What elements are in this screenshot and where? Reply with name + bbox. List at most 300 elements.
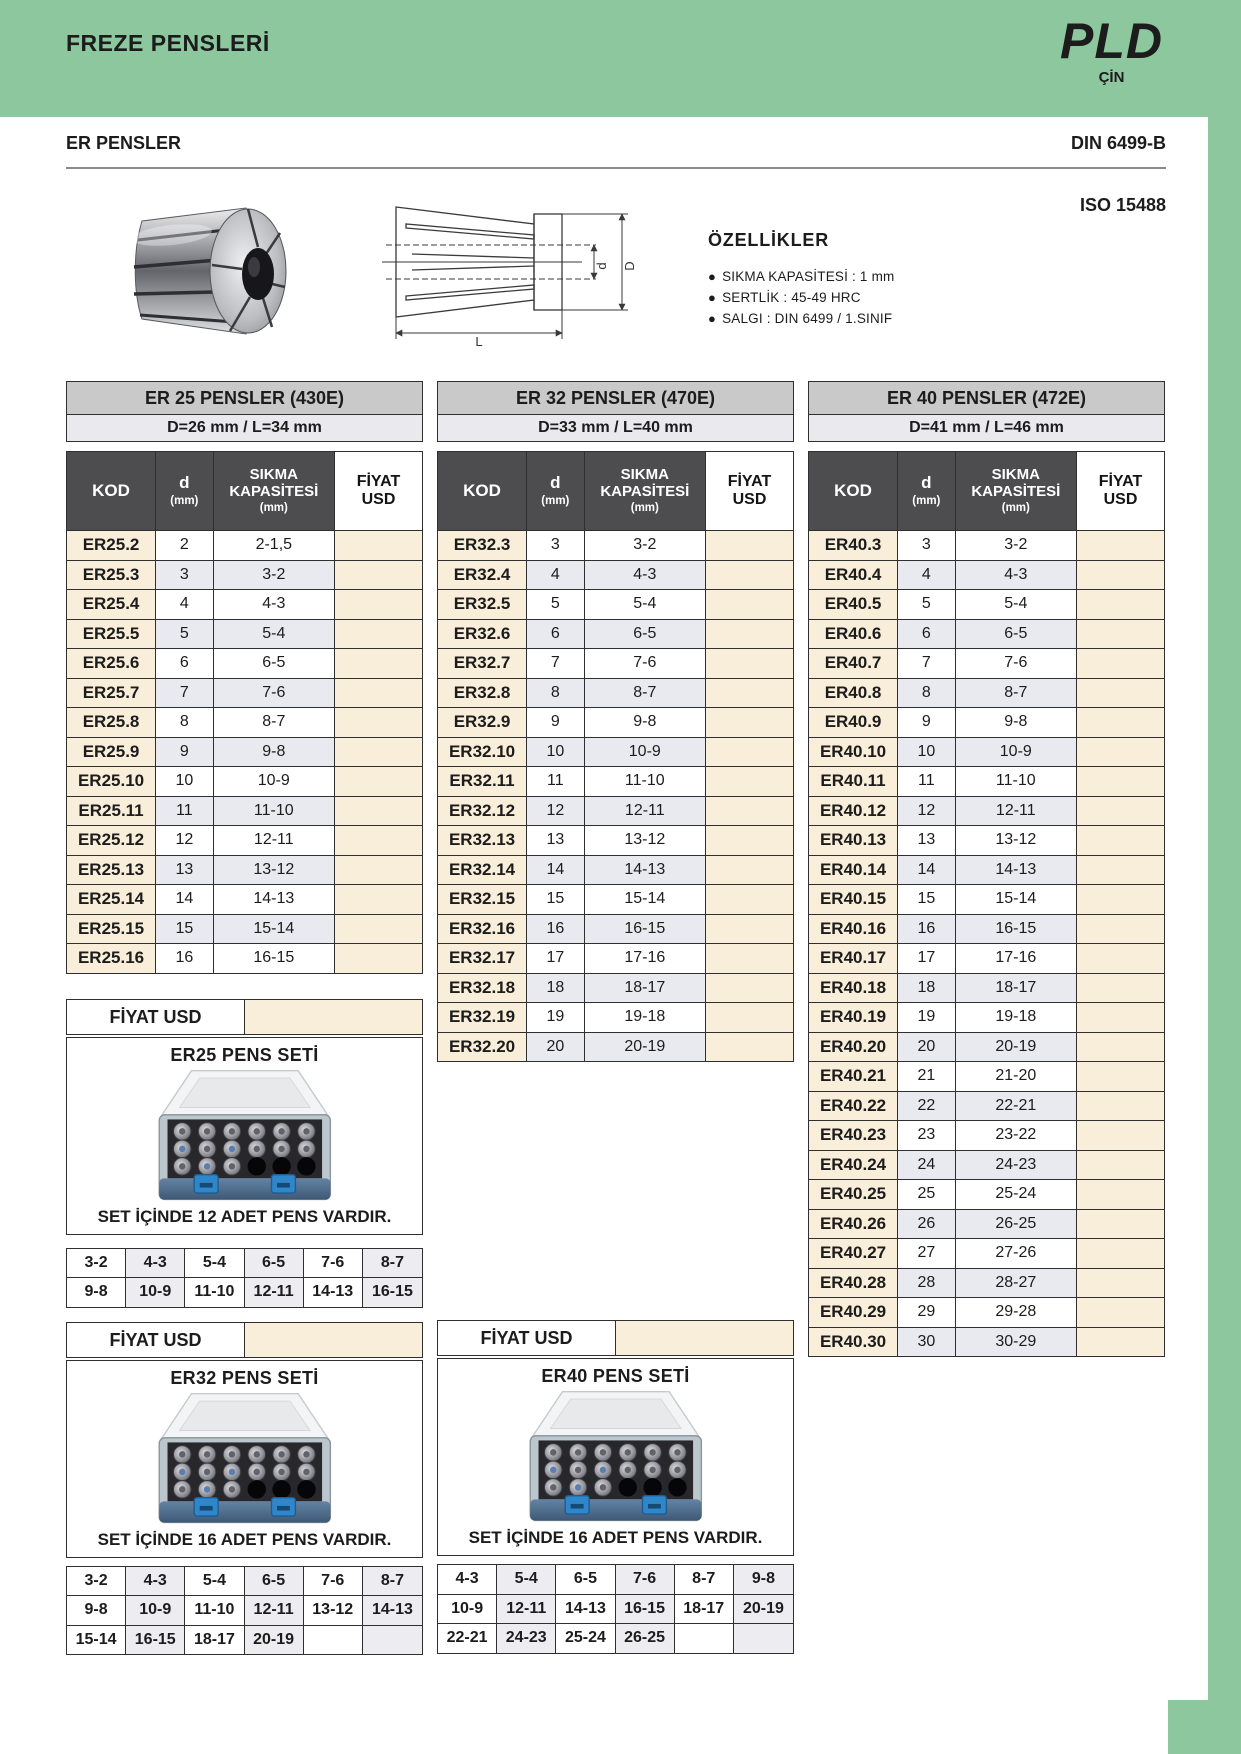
row-capacity: 13-12 <box>956 825 1077 855</box>
row-capacity: 14-13 <box>585 855 706 885</box>
row-price <box>1077 707 1164 737</box>
price-value-cell <box>245 1000 422 1034</box>
row-price <box>706 678 793 708</box>
row-price <box>1077 560 1164 590</box>
row-diameter: 20 <box>898 1032 956 1062</box>
column-header-fiyat: FİYAT USD <box>1077 452 1164 530</box>
set-size-cell <box>363 1625 422 1655</box>
row-diameter: 9 <box>156 737 214 767</box>
header-banner <box>0 0 1241 117</box>
row-diameter: 4 <box>527 560 585 590</box>
set-size-cell: 20-19 <box>734 1594 793 1624</box>
row-capacity: 3-2 <box>956 530 1077 560</box>
table-title: ER 25 PENSLER (430E) <box>66 381 423 415</box>
row-code: ER40.16 <box>809 914 898 944</box>
row-diameter: 16 <box>156 943 214 973</box>
set-size-cell: 6-5 <box>245 1567 304 1596</box>
row-diameter: 23 <box>898 1120 956 1150</box>
set-size-cell: 18-17 <box>675 1594 734 1624</box>
row-capacity: 5-4 <box>214 619 335 649</box>
row-diameter: 24 <box>898 1150 956 1180</box>
row-capacity: 5-4 <box>585 589 706 619</box>
row-price <box>1077 737 1164 767</box>
row-code: ER25.4 <box>67 589 156 619</box>
row-diameter: 15 <box>898 884 956 914</box>
row-price <box>706 1002 793 1032</box>
row-price <box>335 678 422 708</box>
row-price <box>706 707 793 737</box>
row-diameter: 25 <box>898 1179 956 1209</box>
row-price <box>1077 1327 1164 1357</box>
column-header-d: d (mm) <box>156 452 214 530</box>
row-price <box>706 737 793 767</box>
row-capacity: 2-1,5 <box>214 530 335 560</box>
row-diameter: 13 <box>898 825 956 855</box>
price-label: FİYAT USD <box>438 1321 616 1355</box>
brand-country: ÇİN <box>1098 69 1125 86</box>
set-size-cell: 16-15 <box>126 1625 185 1655</box>
standard-din: DIN 6499-B <box>1070 133 1166 153</box>
column-header-sikma: SIKMA KAPASİTESİ (mm) <box>585 452 706 530</box>
set-size-cell: 18-17 <box>185 1625 244 1655</box>
set-caption: SET İÇİNDE 12 ADET PENS VARDIR. <box>97 1206 392 1226</box>
row-capacity: 29-28 <box>956 1297 1077 1327</box>
row-diameter: 8 <box>898 678 956 708</box>
row-price <box>1077 530 1164 560</box>
set-size-cell: 16-15 <box>616 1594 675 1624</box>
column-header-fiyat: FİYAT USD <box>335 452 422 530</box>
collet-photo <box>112 195 320 345</box>
row-capacity: 13-12 <box>585 825 706 855</box>
row-diameter: 5 <box>898 589 956 619</box>
row-diameter: 10 <box>527 737 585 767</box>
table-grid <box>808 451 1165 1357</box>
row-capacity: 21-20 <box>956 1061 1077 1091</box>
row-diameter: 8 <box>527 678 585 708</box>
feature-item: ● SERTLİK : 45-49 HRC <box>708 289 861 305</box>
row-price <box>1077 1179 1164 1209</box>
row-code: ER40.4 <box>809 560 898 590</box>
row-price <box>1077 1002 1164 1032</box>
er32-set-price-box <box>66 1322 423 1358</box>
set-size-cell <box>734 1623 793 1653</box>
row-capacity: 20-19 <box>956 1032 1077 1062</box>
row-capacity: 26-25 <box>956 1209 1077 1239</box>
row-price <box>1077 589 1164 619</box>
row-diameter: 27 <box>898 1238 956 1268</box>
row-diameter: 7 <box>527 648 585 678</box>
set-size-cell: 25-24 <box>556 1623 615 1653</box>
row-diameter: 12 <box>898 796 956 826</box>
row-diameter: 5 <box>527 589 585 619</box>
row-diameter: 18 <box>898 973 956 1003</box>
row-capacity: 19-18 <box>956 1002 1077 1032</box>
row-price <box>1077 1268 1164 1298</box>
table-dimensions: D=41 mm / L=46 mm <box>808 415 1165 442</box>
dim-label-D: D <box>622 261 637 271</box>
row-diameter: 30 <box>898 1327 956 1357</box>
row-price <box>1077 648 1164 678</box>
set-size-cell: 10-9 <box>126 1595 185 1625</box>
set-size-cell: 12-11 <box>497 1594 556 1624</box>
row-diameter: 16 <box>898 914 956 944</box>
set-size-cell: 7-6 <box>616 1565 675 1594</box>
row-capacity: 30-29 <box>956 1327 1077 1357</box>
price-value-cell <box>616 1321 793 1355</box>
row-capacity: 12-11 <box>214 825 335 855</box>
er40-set-photo <box>510 1388 722 1526</box>
set-size-cell: 26-25 <box>616 1623 675 1653</box>
table-dimensions: D=33 mm / L=40 mm <box>437 415 794 442</box>
row-code: ER32.11 <box>438 766 527 796</box>
row-diameter: 6 <box>527 619 585 649</box>
set-size-cell: 4-3 <box>126 1249 185 1278</box>
bullet-icon: ● <box>708 289 717 305</box>
row-capacity: 7-6 <box>214 678 335 708</box>
row-capacity: 25-24 <box>956 1179 1077 1209</box>
price-value-cell <box>245 1323 422 1357</box>
set-size-cell: 4-3 <box>438 1565 497 1594</box>
row-price <box>335 825 422 855</box>
brand-logo <box>1060 14 1163 86</box>
row-code: ER32.10 <box>438 737 527 767</box>
row-price <box>1077 766 1164 796</box>
row-code: ER32.18 <box>438 973 527 1003</box>
row-price <box>706 560 793 590</box>
row-price <box>706 796 793 826</box>
row-price <box>1077 973 1164 1003</box>
row-code: ER40.11 <box>809 766 898 796</box>
row-code: ER40.13 <box>809 825 898 855</box>
row-diameter: 4 <box>156 589 214 619</box>
row-capacity: 12-11 <box>585 796 706 826</box>
row-code: ER25.13 <box>67 855 156 885</box>
row-price <box>335 648 422 678</box>
row-code: ER40.18 <box>809 973 898 1003</box>
row-price <box>335 914 422 944</box>
set-size-cell: 20-19 <box>245 1625 304 1655</box>
features-heading: ÖZELLİKLER <box>708 230 829 250</box>
er40-set-box <box>437 1358 794 1556</box>
page-content <box>66 117 1166 1655</box>
brand-name: PLD <box>1060 13 1163 69</box>
row-code: ER25.2 <box>67 530 156 560</box>
row-code: ER25.10 <box>67 766 156 796</box>
row-price <box>706 648 793 678</box>
row-code: ER25.11 <box>67 796 156 826</box>
set-size-cell: 14-13 <box>304 1277 363 1307</box>
row-price <box>335 707 422 737</box>
table-title: ER 40 PENSLER (472E) <box>808 381 1165 415</box>
row-capacity: 18-17 <box>956 973 1077 1003</box>
row-capacity: 19-18 <box>585 1002 706 1032</box>
row-price <box>1077 1150 1164 1180</box>
row-code: ER40.7 <box>809 648 898 678</box>
row-diameter: 28 <box>898 1268 956 1298</box>
row-code: ER25.5 <box>67 619 156 649</box>
row-code: ER40.3 <box>809 530 898 560</box>
set-size-cell: 22-21 <box>438 1623 497 1653</box>
set-size-cell: 9-8 <box>734 1565 793 1594</box>
row-price <box>706 914 793 944</box>
row-diameter: 14 <box>156 884 214 914</box>
row-diameter: 13 <box>527 825 585 855</box>
row-code: ER32.7 <box>438 648 527 678</box>
row-diameter: 22 <box>898 1091 956 1121</box>
set-size-cell: 15-14 <box>67 1625 126 1655</box>
row-capacity: 18-17 <box>585 973 706 1003</box>
row-code: ER40.10 <box>809 737 898 767</box>
bullet-icon: ● <box>708 310 717 326</box>
row-price <box>335 943 422 973</box>
row-capacity: 10-9 <box>214 766 335 796</box>
row-capacity: 7-6 <box>585 648 706 678</box>
column-er25 <box>66 381 423 1655</box>
set-size-cell: 4-3 <box>126 1567 185 1596</box>
row-capacity: 10-9 <box>956 737 1077 767</box>
row-diameter: 15 <box>527 884 585 914</box>
row-capacity: 15-14 <box>214 914 335 944</box>
row-price <box>335 589 422 619</box>
row-code: ER32.9 <box>438 707 527 737</box>
row-price <box>706 825 793 855</box>
row-code: ER40.5 <box>809 589 898 619</box>
row-code: ER40.12 <box>809 796 898 826</box>
row-diameter: 8 <box>156 707 214 737</box>
row-code: ER25.15 <box>67 914 156 944</box>
price-label: FİYAT USD <box>67 1323 245 1357</box>
row-capacity: 20-19 <box>585 1032 706 1062</box>
set-title: ER40 PENS SETİ <box>541 1366 690 1386</box>
row-code: ER40.6 <box>809 619 898 649</box>
row-capacity: 23-22 <box>956 1120 1077 1150</box>
row-capacity: 9-8 <box>956 707 1077 737</box>
row-code: ER32.4 <box>438 560 527 590</box>
row-code: ER40.27 <box>809 1238 898 1268</box>
row-price <box>706 619 793 649</box>
er25-set-sizes <box>66 1248 423 1308</box>
row-price <box>706 530 793 560</box>
row-capacity: 28-27 <box>956 1268 1077 1298</box>
row-diameter: 9 <box>898 707 956 737</box>
row-capacity: 13-12 <box>214 855 335 885</box>
column-header-sikma: SIKMA KAPASİTESİ (mm) <box>956 452 1077 530</box>
row-capacity: 15-14 <box>585 884 706 914</box>
row-capacity: 16-15 <box>956 914 1077 944</box>
set-size-cell: 12-11 <box>245 1595 304 1625</box>
row-diameter: 3 <box>898 530 956 560</box>
set-size-cell: 14-13 <box>363 1595 422 1625</box>
table-grid <box>66 451 423 974</box>
set-size-cell: 8-7 <box>363 1249 422 1278</box>
row-price <box>335 855 422 885</box>
row-diameter: 7 <box>156 678 214 708</box>
row-code: ER40.24 <box>809 1150 898 1180</box>
row-price <box>706 589 793 619</box>
set-size-cell: 6-5 <box>556 1565 615 1594</box>
er25-set-photo <box>139 1067 351 1205</box>
set-size-cell <box>304 1625 363 1655</box>
set-title: ER32 PENS SETİ <box>170 1367 319 1388</box>
column-header-sikma: SIKMA KAPASİTESİ (mm) <box>214 452 335 530</box>
row-code: ER40.17 <box>809 943 898 973</box>
row-price <box>335 884 422 914</box>
row-code: ER32.19 <box>438 1002 527 1032</box>
row-price <box>1077 1120 1164 1150</box>
er32-set-box <box>66 1360 423 1558</box>
row-diameter: 15 <box>156 914 214 944</box>
row-capacity: 17-16 <box>585 943 706 973</box>
row-capacity: 4-3 <box>956 560 1077 590</box>
er32-set-sizes <box>66 1566 423 1656</box>
er40-table <box>808 381 1165 1357</box>
row-diameter: 10 <box>898 737 956 767</box>
table-title: ER 32 PENSLER (470E) <box>437 381 794 415</box>
row-capacity: 10-9 <box>585 737 706 767</box>
row-price <box>1077 855 1164 885</box>
row-price <box>1077 1238 1164 1268</box>
set-size-cell: 11-10 <box>185 1277 244 1307</box>
set-size-cell: 12-11 <box>245 1277 304 1307</box>
row-diameter: 5 <box>156 619 214 649</box>
row-capacity: 16-15 <box>214 943 335 973</box>
set-size-cell: 10-9 <box>126 1277 185 1307</box>
row-diameter: 10 <box>156 766 214 796</box>
set-size-cell: 9-8 <box>67 1595 126 1625</box>
row-code: ER40.30 <box>809 1327 898 1357</box>
bullet-icon: ● <box>708 269 717 284</box>
row-diameter: 14 <box>527 855 585 885</box>
set-size-cell: 7-6 <box>304 1249 363 1278</box>
row-price <box>1077 943 1164 973</box>
page-title: FREZE PENSLERİ <box>66 30 270 56</box>
row-diameter: 9 <box>527 707 585 737</box>
er25-set-price-box <box>66 999 423 1035</box>
row-code: ER40.28 <box>809 1268 898 1298</box>
row-capacity: 3-2 <box>585 530 706 560</box>
column-header-kod: KOD <box>67 452 156 530</box>
set-size-cell: 13-12 <box>304 1595 363 1625</box>
set-size-cell: 10-9 <box>438 1594 497 1624</box>
set-size-cell: 5-4 <box>497 1565 556 1594</box>
row-diameter: 26 <box>898 1209 956 1239</box>
section-title: ER PENSLER <box>66 133 182 153</box>
row-diameter: 2 <box>156 530 214 560</box>
set-size-cell: 11-10 <box>185 1595 244 1625</box>
row-capacity: 6-5 <box>956 619 1077 649</box>
row-price <box>335 619 422 649</box>
set-size-cell: 3-2 <box>67 1249 126 1278</box>
dim-label-d: d <box>594 262 609 270</box>
row-code: ER40.15 <box>809 884 898 914</box>
row-price <box>1077 914 1164 944</box>
column-header-d: d (mm) <box>527 452 585 530</box>
features-block <box>650 230 1166 330</box>
row-code: ER25.9 <box>67 737 156 767</box>
row-capacity: 14-13 <box>214 884 335 914</box>
feature-item: ● SIKMA KAPASİTESİ : 1 mm <box>708 269 895 284</box>
er40-set-sizes <box>437 1564 794 1654</box>
row-price <box>706 855 793 885</box>
row-code: ER32.16 <box>438 914 527 944</box>
row-price <box>335 530 422 560</box>
column-header-d: d (mm) <box>898 452 956 530</box>
row-capacity: 4-3 <box>585 560 706 590</box>
row-capacity: 11-10 <box>585 766 706 796</box>
set-size-cell: 5-4 <box>185 1567 244 1596</box>
row-capacity: 6-5 <box>214 648 335 678</box>
row-diameter: 17 <box>898 943 956 973</box>
row-code: ER40.23 <box>809 1120 898 1150</box>
er25-table <box>66 381 423 974</box>
row-diameter: 3 <box>156 560 214 590</box>
row-diameter: 11 <box>898 766 956 796</box>
row-code: ER32.5 <box>438 589 527 619</box>
row-code: ER32.20 <box>438 1032 527 1062</box>
set-size-cell: 6-5 <box>245 1249 304 1278</box>
tables-row <box>66 381 1166 1655</box>
dim-label-L: L <box>475 334 483 347</box>
row-price <box>706 973 793 1003</box>
row-diameter: 11 <box>156 796 214 826</box>
row-diameter: 6 <box>156 648 214 678</box>
collet-drawing <box>382 187 650 347</box>
bottom-green-corner <box>1168 1700 1241 1754</box>
row-capacity: 4-3 <box>214 589 335 619</box>
set-size-cell: 8-7 <box>675 1565 734 1594</box>
row-diameter: 14 <box>898 855 956 885</box>
row-capacity: 8-7 <box>956 678 1077 708</box>
price-label: FİYAT USD <box>67 1000 245 1034</box>
row-price <box>1077 1297 1164 1327</box>
row-diameter: 18 <box>527 973 585 1003</box>
row-price <box>335 766 422 796</box>
row-price <box>1077 884 1164 914</box>
row-price <box>706 1032 793 1062</box>
right-green-stripe <box>1208 0 1241 1754</box>
row-price <box>335 796 422 826</box>
row-code: ER40.26 <box>809 1209 898 1239</box>
row-diameter: 12 <box>527 796 585 826</box>
row-price <box>1077 825 1164 855</box>
er40-set-price-box <box>437 1320 794 1356</box>
row-capacity: 9-8 <box>214 737 335 767</box>
row-price <box>706 884 793 914</box>
row-code: ER40.22 <box>809 1091 898 1121</box>
row-diameter: 19 <box>527 1002 585 1032</box>
set-size-cell: 16-15 <box>363 1277 422 1307</box>
row-price <box>1077 1061 1164 1091</box>
intro-right <box>650 169 1166 330</box>
row-code: ER32.14 <box>438 855 527 885</box>
row-price <box>1077 678 1164 708</box>
row-capacity: 14-13 <box>956 855 1077 885</box>
row-code: ER25.14 <box>67 884 156 914</box>
table-grid <box>437 451 794 1062</box>
intro-row <box>66 169 1166 347</box>
set-caption: SET İÇİNDE 16 ADET PENS VARDIR. <box>468 1528 763 1547</box>
row-capacity: 8-7 <box>585 678 706 708</box>
set-size-cell: 5-4 <box>185 1249 244 1278</box>
set-size-cell: 24-23 <box>497 1623 556 1653</box>
set-size-cell: 3-2 <box>67 1567 126 1596</box>
row-code: ER25.3 <box>67 560 156 590</box>
row-code: ER40.29 <box>809 1297 898 1327</box>
row-price <box>1077 619 1164 649</box>
row-capacity: 8-7 <box>214 707 335 737</box>
set-caption: SET İÇİNDE 16 ADET PENS VARDIR. <box>97 1529 392 1549</box>
set-size-cell: 14-13 <box>556 1594 615 1624</box>
